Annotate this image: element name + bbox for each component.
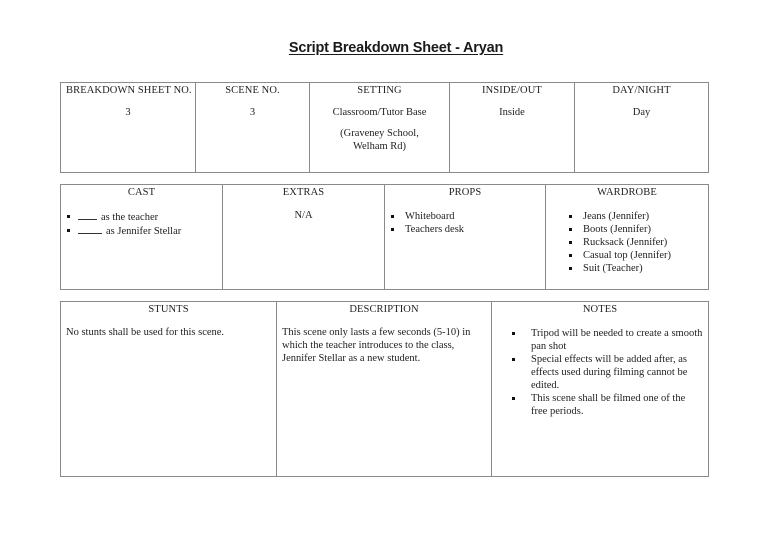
cast-list <box>61 210 222 238</box>
description-header: DESCRIPTION <box>349 304 419 315</box>
extras-header: EXTRAS <box>282 187 325 198</box>
notes-cell <box>492 302 709 477</box>
setting-header: SETTING <box>357 85 402 96</box>
cast-props-table <box>60 184 709 290</box>
props-cell <box>385 185 546 290</box>
cast-name-blank <box>78 210 97 220</box>
cast-item-text: as Jennifer Stellar <box>106 226 182 237</box>
day-night-header: DAY/NIGHT <box>612 85 671 96</box>
cast-name-blank <box>78 224 102 234</box>
inside-out-header: INSIDE/OUT <box>482 85 542 96</box>
setting-value-line3: Welham Rd) <box>352 141 407 152</box>
wardrobe-item: Suit (Teacher) <box>583 262 708 275</box>
notes-item: Tripod will be needed to create a smooth pan shot <box>531 328 703 352</box>
sheet-info-table <box>60 82 709 173</box>
cast-item-text: as the teacher <box>101 212 159 223</box>
cast-item <box>78 210 222 224</box>
wardrobe-item: Jeans (Jennifer) <box>583 210 708 223</box>
props-item: Whiteboard <box>405 210 545 223</box>
stunts-cell <box>61 302 277 477</box>
stunts-value: No stunts shall be used for this scene. <box>66 327 225 338</box>
cast-cell <box>61 185 223 290</box>
description-cell <box>277 302 492 477</box>
scene-no-cell <box>196 83 310 173</box>
scene-no-header: SCENE NO. <box>225 85 280 96</box>
page-title-text: Script Breakdown Sheet - Aryan <box>288 40 504 56</box>
wardrobe-header: WARDROBE <box>597 187 657 198</box>
scene-no-value: 3 <box>249 107 256 118</box>
inside-out-value: Inside <box>499 107 525 118</box>
wardrobe-cell <box>546 185 709 290</box>
props-item: Teachers desk <box>405 223 545 236</box>
setting-value-line2: (Graveney School, <box>340 128 419 139</box>
notes-item: This scene shall be filmed one of the free periods. <box>531 392 704 418</box>
notes-item: Special effects will be added after, as effects used during filming cannot be edited. <box>531 353 704 392</box>
cast-header: CAST <box>127 187 156 198</box>
breakdown-sheet-no-cell <box>61 83 196 173</box>
props-list <box>385 210 545 236</box>
wardrobe-list <box>546 210 708 275</box>
stunts-notes-table <box>60 301 709 477</box>
breakdown-sheet-no-header: BREAKDOWN SHEET NO. <box>66 85 192 96</box>
wardrobe-item: Casual top (Jennifer) <box>583 249 708 262</box>
cast-item <box>78 224 222 238</box>
day-night-value: Day <box>632 107 651 118</box>
page-title <box>0 40 768 56</box>
notes-list <box>492 327 708 418</box>
day-night-cell <box>575 83 709 173</box>
wardrobe-item: Rucksack (Jennifer) <box>583 236 708 249</box>
setting-value-line1: Classroom/Tutor Base <box>332 107 427 118</box>
notes-header: NOTES <box>582 304 618 315</box>
wardrobe-item: Boots (Jennifer) <box>583 223 708 236</box>
setting-cell <box>310 83 450 173</box>
description-value: This scene only lasts a few seconds (5-10) in which the teacher introduces to the class, Jennifer Stellar as a new student. <box>282 327 471 364</box>
inside-out-cell <box>450 83 575 173</box>
breakdown-sheet-no-value: 3 <box>125 107 131 118</box>
extras-cell <box>223 185 385 290</box>
extras-value: N/A <box>294 210 313 221</box>
stunts-header: STUNTS <box>148 304 189 315</box>
props-header: PROPS <box>448 187 482 198</box>
